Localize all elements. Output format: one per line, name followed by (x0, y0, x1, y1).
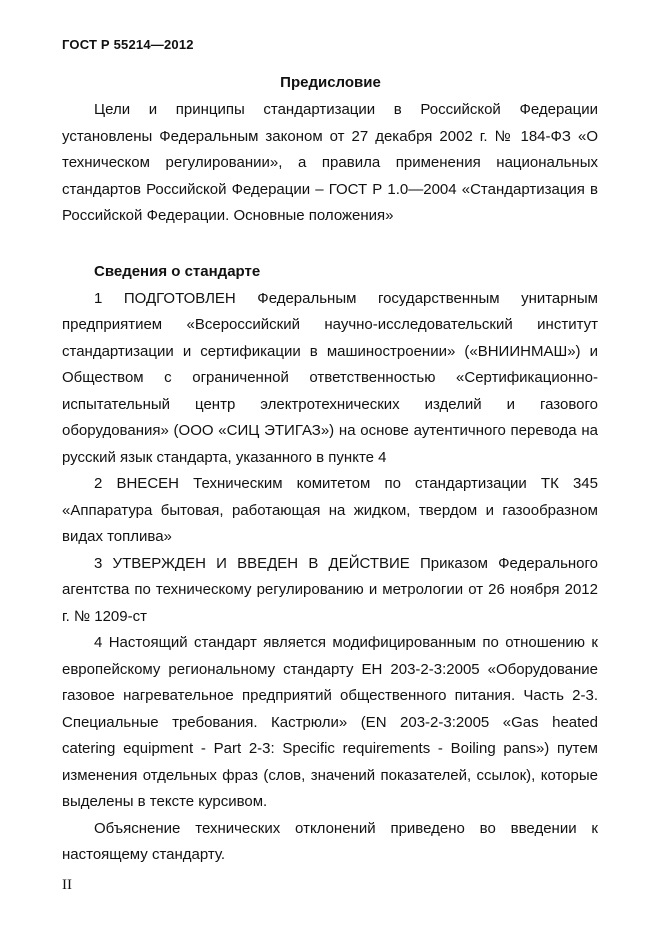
standard-info-heading: Сведения о стандарте (94, 263, 261, 280)
page-number: II (62, 877, 72, 893)
preface-title: Предисловие (280, 74, 381, 91)
standard-code-header: ГОСТ Р 55214—2012 (62, 37, 194, 52)
preface-body (62, 97, 598, 230)
info-item-4: 4 Настоящий стандарт является модифицированным по отношению к европейскому региональному стандарту ЕН 203-2-3:2005 «Оборудование газовое нагревательное предприятий общественного питания. Часть 2-3. Специальные требования. Кастрюли» (EN 203-2-3:2005 «Gas heated catering equipment - Part 2-3: Specific requirements - Boiling pans») путем изменения отдельных фраз (слов, значений показателей, ссылок), которые выделены в тексте курсивом. (62, 634, 598, 810)
standard-info-section (62, 259, 598, 869)
info-item-2: 2 ВНЕСЕН Техническим комитетом по стандартизации ТК 345 «Аппаратура бытовая, работающая на жидком, твердом и газообразном видах топлива» (62, 475, 598, 545)
info-item-3: 3 УТВЕРЖДЕН И ВВЕДЕН В ДЕЙСТВИЕ Приказом Федерального агентства по техническому регулированию и метрологии от 26 ноября 2012 г. № 1209-ст (62, 554, 598, 625)
info-item-5: Объяснение технических отклонений приведено во введении к настоящему стандарту. (62, 819, 598, 863)
info-item-1: 1 ПОДГОТОВЛЕН Федеральным государственным унитарным предприятием «Всероссийский научно-исследовательский институт стандартизации и сертификации в машиностроении» («ВНИИНМАШ») и Обществом с ограниченной ответственностью «Сертификационно-испытательный центр электротехнических изделий и газового оборудования» (ООО «СИЦ ЭТИГАЗ») на основе аутентичного перевода на русский язык стандарта, указанного в пункте 4 (62, 289, 598, 466)
preface-paragraph: Цели и принципы стандартизации в Российской Федерации установлены Федеральным законом от 27 декабря 2002 г. № 184-ФЗ «О техническом регулировании», а правила применения национальных стандартов Российской Федерации – ГОСТ Р 1.0—2004 «Стандартизация в Российской Федерации. Основные положения» (62, 101, 598, 224)
